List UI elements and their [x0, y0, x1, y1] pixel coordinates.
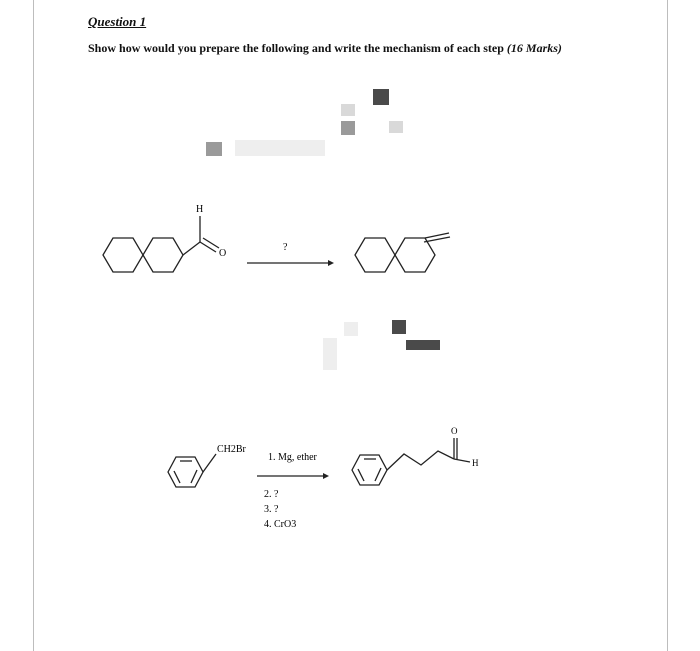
- arrowhead-2: [323, 473, 329, 479]
- decalin-alkene-structure: [355, 233, 450, 272]
- product-o-label: O: [451, 426, 458, 436]
- question-title: Question 1: [88, 14, 147, 29]
- decalin-aldehyde-structure: [103, 216, 219, 272]
- question-prompt-text: Show how would you prepare the following and write the mechanism of each step: [88, 41, 504, 55]
- product-h-label: H: [472, 458, 479, 468]
- question-marks: (16 Marks): [506, 41, 562, 55]
- benzyl-bromide-structure: [168, 454, 216, 487]
- reaction-1-question: ?: [283, 242, 288, 253]
- step-1-label: 1. Mg, ether: [268, 452, 317, 463]
- aldehyde-o-label: O: [219, 248, 227, 259]
- ch2br-label: CH2Br: [217, 444, 246, 455]
- step-3-label: 3. ?: [264, 504, 279, 515]
- arrowhead-1: [328, 260, 334, 266]
- aldehyde-h-label: H: [196, 204, 204, 215]
- step-4-label: 4. CrO3: [264, 519, 297, 530]
- phenylbutanal-structure: [352, 438, 470, 485]
- step-2-label: 2. ?: [264, 489, 279, 500]
